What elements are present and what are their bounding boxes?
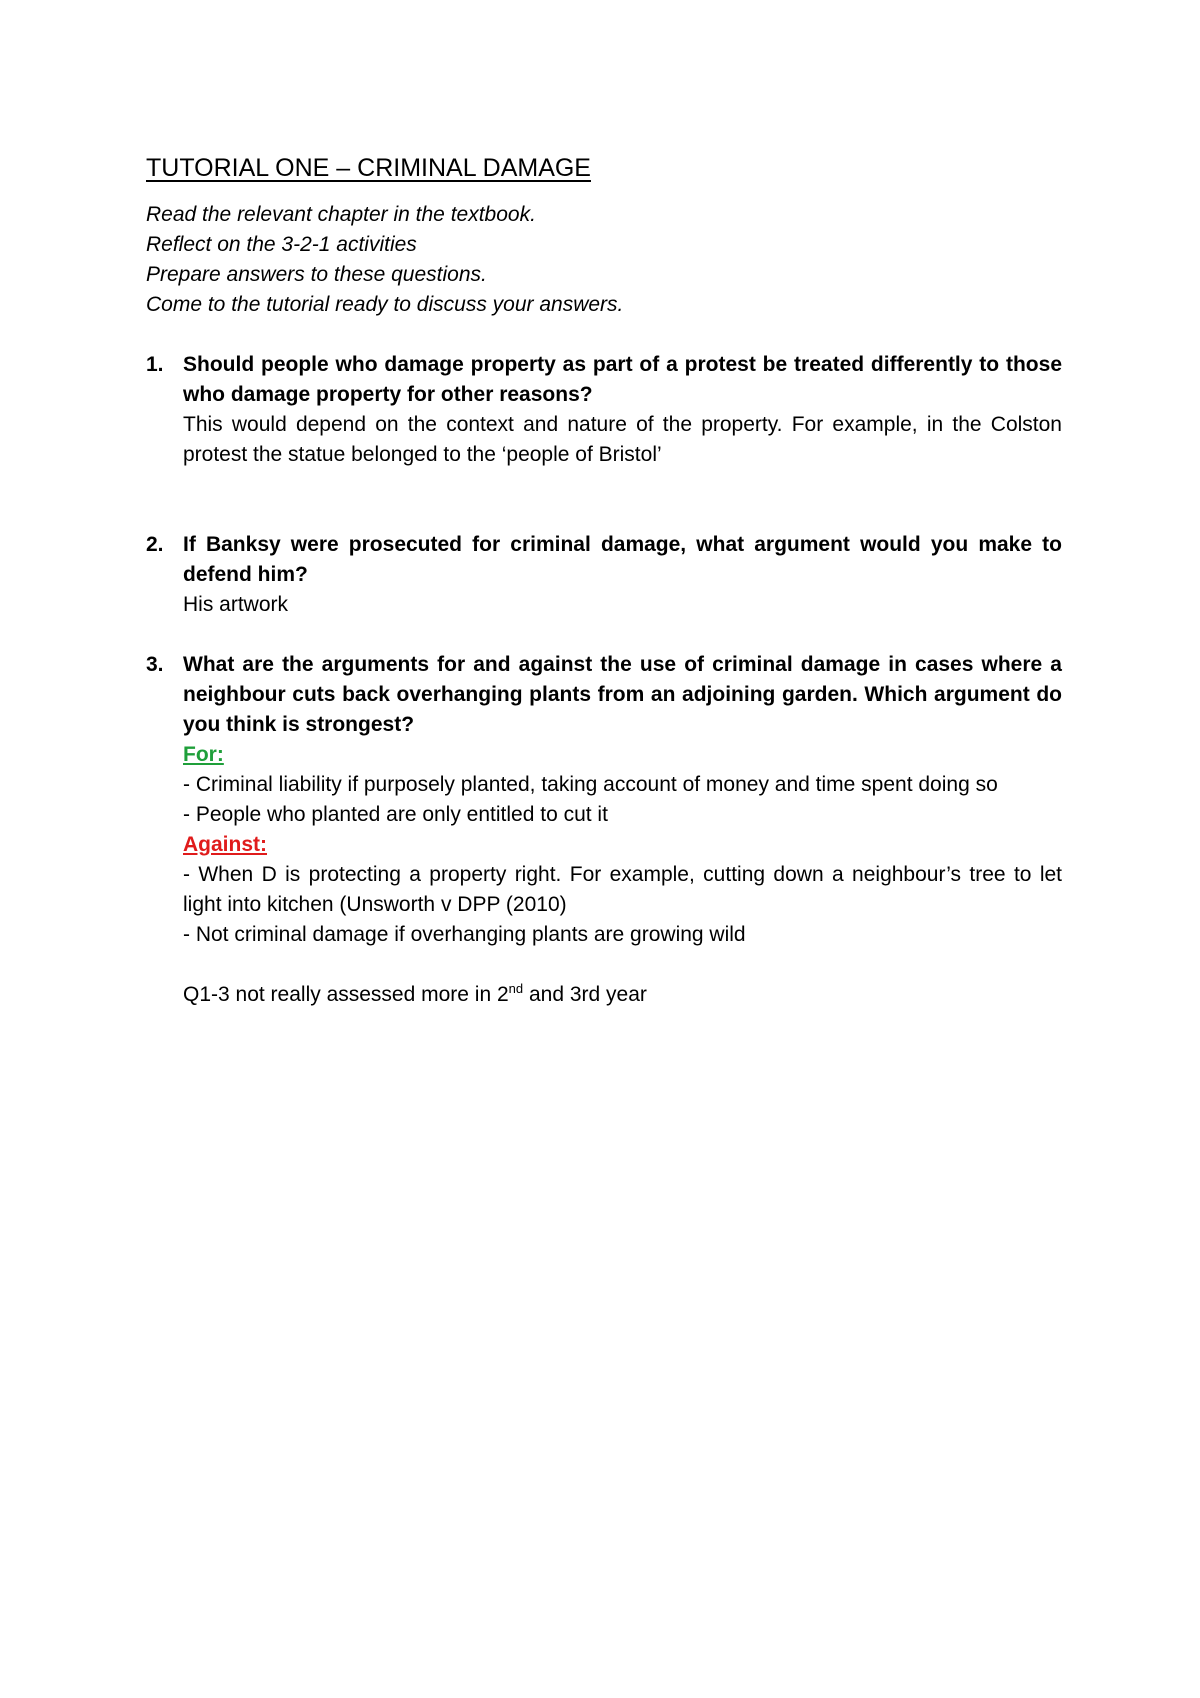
answer-text: His artwork [183, 593, 289, 616]
question-text: Should people who damage property as part of a protest be treated differently to those who damage property for other reasons? [183, 353, 1062, 406]
note-text-end: and 3rd year [523, 983, 647, 1006]
question-text: What are the arguments for and against the use of criminal damage in cases where a neighbour cuts back overhanging plants from an adjoining garden. Which argument do you think is strongest? [183, 653, 1062, 736]
instructions-block [146, 200, 1062, 320]
question-number: 1. [146, 353, 164, 376]
spacer [146, 470, 1062, 530]
spacer [146, 620, 1062, 650]
against-heading: Against: [183, 833, 267, 856]
question-number: 3. [146, 653, 164, 676]
question-number: 2. [146, 533, 164, 556]
note-ordinal: nd [508, 981, 524, 996]
against-point: - When D is protecting a property right. For example, cutting down a neighbour’s tree to let light into kitchen (Unsworth v DPP (2010) [183, 863, 1062, 916]
document-body [146, 148, 1062, 1010]
answer-text: This would depend on the context and nature of the property. For example, in the Colston protest the statue belonged to the ‘people of Bristol’ [183, 413, 1062, 466]
question-text: If Banksy were prosecuted for criminal damage, what argument would you make to defend him? [183, 533, 1062, 586]
for-heading: For: [183, 743, 224, 766]
page-title: TUTORIAL ONE – CRIMINAL DAMAGE [146, 154, 591, 182]
instruction-line: Prepare answers to these questions. [146, 263, 487, 286]
question-item-1 [146, 350, 1062, 470]
instruction-line: Read the relevant chapter in the textbook. [146, 203, 536, 226]
for-point: - People who planted are only entitled to cut it [183, 803, 608, 826]
question-item-2 [146, 530, 1062, 620]
instruction-line: Come to the tutorial ready to discuss your answers. [146, 293, 624, 316]
against-point: - Not criminal damage if overhanging plants are growing wild [183, 923, 746, 946]
question-list [146, 350, 1062, 1010]
for-point: - Criminal liability if purposely planted, taking account of money and time spent doing so [183, 773, 998, 796]
instruction-line: Reflect on the 3-2-1 activities [146, 233, 417, 256]
question-item-3 [146, 650, 1062, 1010]
note-text: Q1-3 not really assessed more in 2 [183, 983, 509, 1006]
assessment-note [183, 980, 1062, 1010]
